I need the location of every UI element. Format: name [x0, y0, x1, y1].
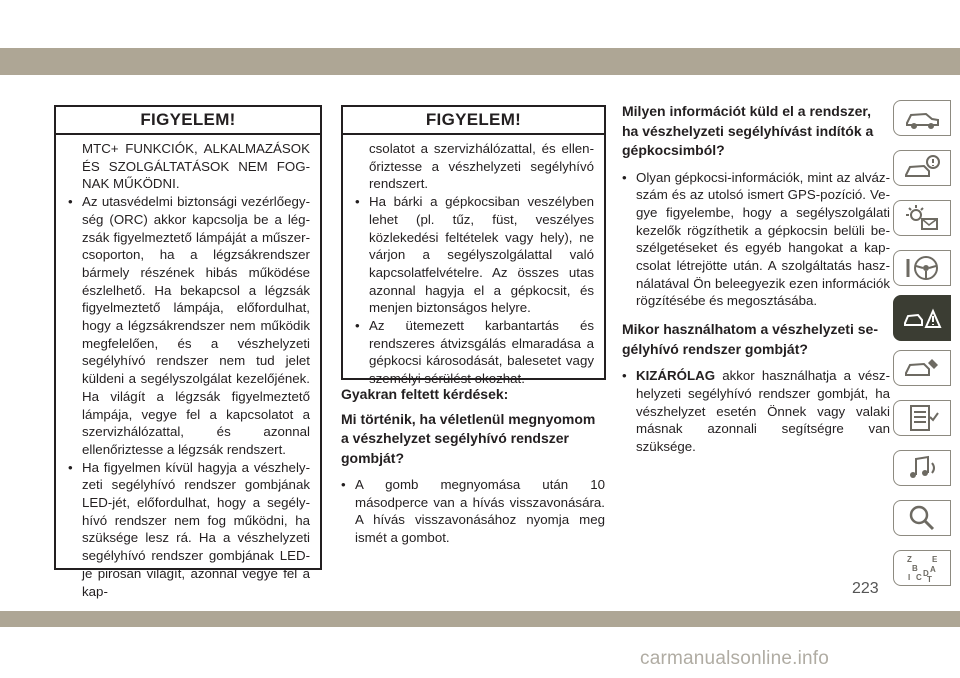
index-letter: Z	[907, 555, 912, 564]
faq-answer	[622, 367, 890, 456]
index-letter: E	[932, 555, 938, 564]
faq-answer: • A gomb megnyomása után 10 másodperce van a hívás visszavonására. A hívás visszavonásához nyomja meg ismét a gombot.	[341, 476, 605, 547]
tab-search[interactable]	[893, 500, 951, 536]
tab-steering[interactable]	[893, 250, 951, 286]
warning-bullet: • Az utasvédelmi biztonsági vezérlőegység (ORC) akkor kapcsolja be a légzsák figyelmeztető lámpáját a műszercsoporton, ha a légzsákrendszer bármely részének hibás működése észlelhető. Ha bekapcsol a légzsák figyelmeztető lámpája, előfordulhat, hogy a légzsákrendszer nem működik megfelelően, és a vészhelyzeti segélyhívó rendszer nem tud jelet küldeni a segélyszolgálat kezelőjének. Ha világít a légzsák figyelmeztető lámpája, vegye fel a kapcsolatot a szervizhálózattal, és azonnal ellenőriztesse a légzsák rendszert.	[68, 193, 310, 459]
chapter-tabs	[893, 100, 951, 600]
tab-service[interactable]	[893, 350, 951, 386]
warning-bullet: • Az ütemezett karbantartás és rendszeres átvizsgálás elmaradása a gépkocsi károsodását, balesetet vagy személyi sérülést okozhat.	[355, 317, 594, 388]
index-letter: A	[930, 565, 936, 574]
index-letter: I	[908, 573, 911, 582]
warning-bullet: • Ha figyelmen kívül hagyja a vészhelyzeti segélyhívó rendszer gombjának LED-jét, előfordulhat, hogy a segélyhívó rendszer nem fog működni, ha szüksége lesz rá. Ha a vészhelyzeti segélyhívó rendszer gombjának LED-je pirosan világít, azonnal vegye fel a kap-	[68, 459, 310, 601]
faq-title: Gyakran feltett kérdések:	[341, 386, 509, 402]
faq-column-middle	[341, 385, 605, 547]
media-icon	[902, 453, 942, 483]
car-service-icon	[902, 353, 942, 383]
tab-emergency[interactable]	[893, 295, 951, 341]
faq-answer-text: akkor használhatja a vészhelyzeti segélyhívó rendszer gombját, ha vészhelyzet esetén Önnek vagy valaki másnak azonnali segítségre van szüksége.	[636, 368, 890, 454]
tab-warning-lights[interactable]	[893, 150, 951, 186]
warning-lights-icon	[902, 153, 942, 183]
index-letter: D	[923, 569, 929, 578]
warning-heading: FIGYELEM!	[56, 107, 320, 135]
warning-bullet: • Ha bárki a gépkocsiban veszélyben lehet (pl. tűz, füst, veszélyes közlekedési feltételek vagy hely), ne várjon a segélyszolgálattal való kapcsolatfelvételre. Az összes utas azonnal hagyja el a gépkocsit, és menjen biztonságos helyre.	[355, 193, 594, 317]
faq-answer-emphasis: KIZÁRÓLAG	[636, 368, 716, 384]
faq-question: Milyen információt küld el a rendszer, ha vészhelyzeti segélyhívást indítók a gépkocsimból?	[622, 103, 874, 158]
search-icon	[902, 503, 942, 533]
faq-column-right	[622, 102, 890, 456]
faq-answer: • Olyan gépkocsi-információk, mint az alvázszám és az utolsó ismert GPS-pozíció. Vegye figyelembe, hogy a segélyszolgálati kezelők rögzíthetik a gépkocsin belüli beszélgetéseket és egyéb hangokat a kapcsolat létrejötte után. A szolgáltatás használatával Ön beleegyezik ezen információk rögzítésébe és megosztásába.	[622, 169, 890, 311]
index-letter: B	[912, 564, 918, 573]
faq-question: Mi történik, ha véletlenül megnyomom a vészhelyzet segélyhívó rendszer gombját?	[341, 410, 596, 466]
tab-media[interactable]	[893, 450, 951, 486]
checklist-icon	[902, 403, 942, 433]
watermark: carmanualsonline.info	[640, 648, 830, 669]
steering-wheel-icon	[902, 253, 942, 283]
warning-body	[56, 135, 320, 600]
top-band	[0, 48, 960, 75]
index-icon	[902, 553, 942, 583]
warning-box-2	[341, 105, 606, 387]
warning-intro: MTC+ FUNKCIÓK, ALKALMAZÁSOK ÉS SZOLGÁLTATÁSOK NEM FOGNAK MŰKÖDNI.	[82, 141, 310, 192]
car-exterior-icon	[902, 103, 942, 133]
sun-mail-icon	[902, 203, 942, 233]
page-number: 223	[852, 580, 879, 597]
warning-heading: FIGYELEM!	[343, 107, 604, 135]
tab-car-exterior[interactable]	[893, 100, 951, 136]
warning-intro: csolatot a szervizhálózattal, és ellenőriztesse a vészhelyzeti segélyhívó rendszert.	[369, 141, 594, 192]
tab-sun-mail[interactable]	[893, 200, 951, 236]
faq-question: Mikor használhatom a vészhelyzeti segélyhívó rendszer gombját?	[622, 321, 878, 357]
car-crash-icon	[902, 303, 942, 333]
warning-box-1	[54, 105, 322, 599]
warning-body	[343, 135, 604, 388]
tab-checklist[interactable]	[893, 400, 951, 436]
index-letter: T	[927, 575, 932, 583]
tab-index[interactable]	[893, 550, 951, 586]
bottom-band	[0, 611, 960, 627]
index-letter: C	[916, 573, 922, 582]
